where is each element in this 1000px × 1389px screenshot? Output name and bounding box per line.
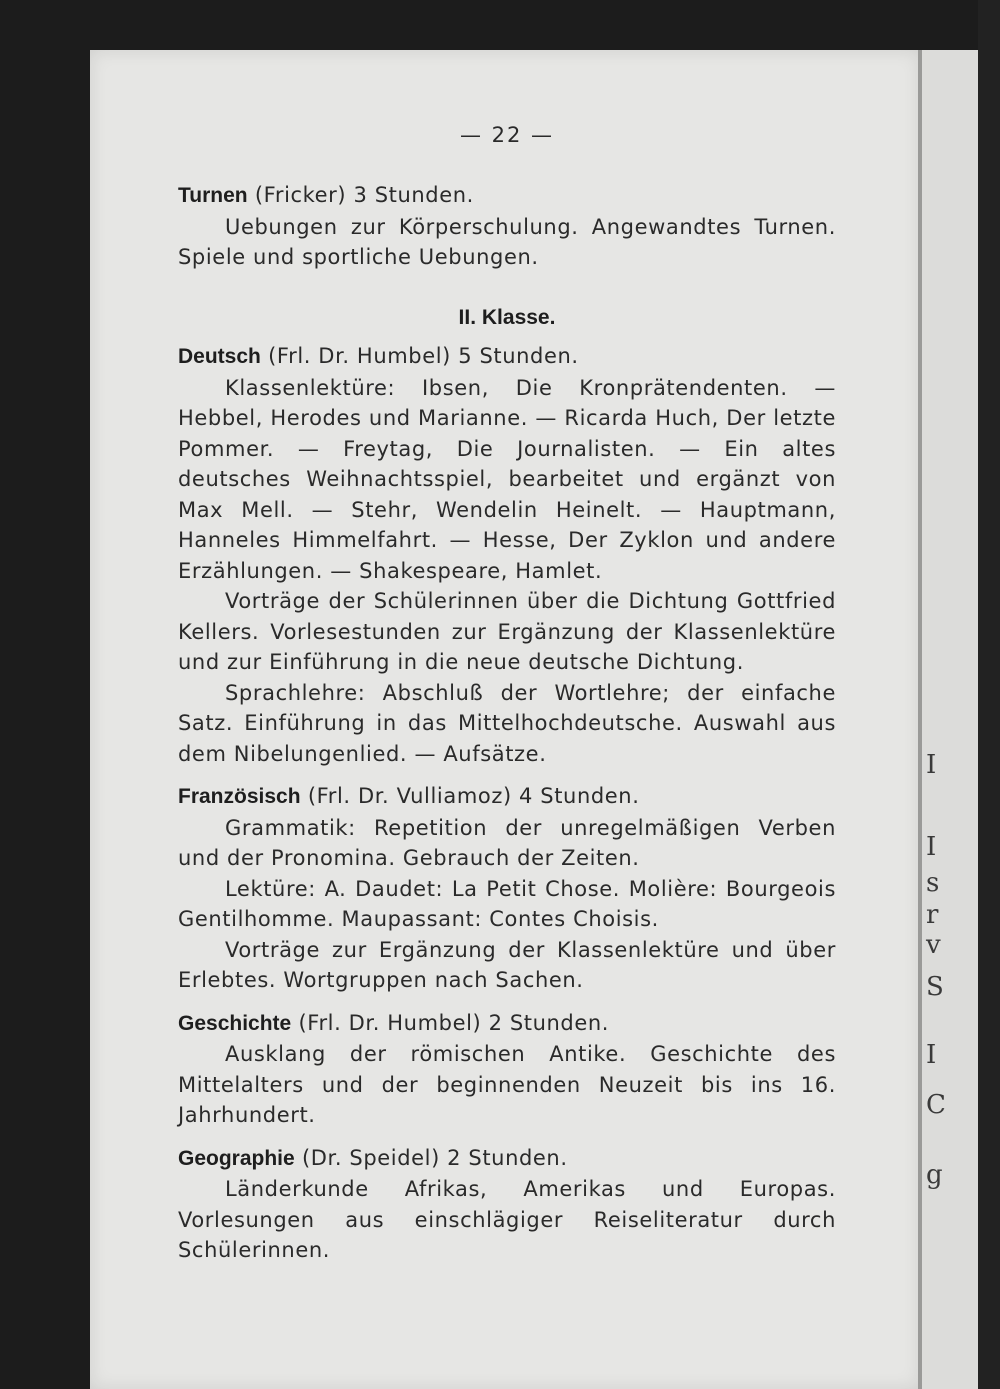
subject-section-deutsch [178, 341, 836, 769]
subject-section-turnen [178, 180, 836, 273]
subject-name: Deutsch [178, 345, 261, 368]
paragraph: Länderkunde Afrikas, Amerikas und Europas. Vorlesungen aus einschlägiger Reiseliteratur durch Schülerinnen. [178, 1177, 836, 1262]
page-content [178, 120, 836, 1266]
subject-name: Geschichte [178, 1011, 292, 1035]
paragraph: Uebungen zur Körperschulung. Angewandtes Turnen. Spiele und sportliche Uebungen. [178, 214, 836, 269]
subject-name: Geographie [178, 1146, 295, 1170]
subject-section-geographie [178, 1143, 836, 1266]
facing-page-glyph: v [926, 930, 941, 960]
subject-header [178, 781, 836, 813]
subject-header [178, 1143, 836, 1175]
paragraph: Lektüre: A. Daudet: La Petit Chose. Molière: Bourgeois Gentilhomme. Maupassant: Contes Choisis. [178, 876, 836, 931]
facing-page-glyph: I [926, 750, 937, 780]
subject-details: (Dr. Speidel) 2 Stunden. [294, 1145, 568, 1170]
subject-section-franzoesisch [178, 781, 836, 996]
subject-section-geschichte [178, 1008, 836, 1131]
paragraph: Klassenlektüre: Ibsen, Die Kronprätendenten. — Hebbel, Herodes und Marianne. — Ricarda Huch, Der letzte Pommer. — Freytag, Die Journalisten. — Ein altes deutsches Weihnachtsspiel, bearbeitet und ergänzt von Max Mell. — Stehr, Wendelin Heinelt. — Hauptmann, Hanneles Himmelfahrt. — Hesse, Der Zyklon und andere Erzählungen. — Shakespeare, Hamlet. [178, 375, 836, 583]
paragraph: Grammatik: Repetition der unregelmäßigen Verben und der Pronomina. Gebrauch der Zeiten. [178, 815, 836, 870]
facing-page-glyph: I [926, 832, 937, 862]
subject-details: (Frl. Dr. Humbel) 5 Stunden. [260, 344, 579, 368]
subject-details: (Frl. Dr. Humbel) 2 Stunden. [291, 1010, 610, 1035]
facing-page-glyph: S [926, 972, 944, 1002]
page-number: — 22 — [459, 123, 555, 147]
subject-header [178, 341, 836, 373]
facing-page-glyph: g [926, 1160, 943, 1190]
subject-details: (Frl. Dr. Vulliamoz) 4 Stunden. [300, 784, 640, 808]
scan-right-border [978, 0, 1000, 1389]
facing-page-edge [922, 50, 978, 1389]
subject-name: Französisch [178, 785, 301, 808]
subject-name: Turnen [178, 184, 248, 207]
paragraph: Ausklang der römischen Antike. Geschichte des Mittelalters und der beginnenden Neuzeit bis ins 16. Jahrhundert. [178, 1042, 836, 1127]
facing-page-glyph: I [926, 1040, 937, 1070]
class-heading: II. Klasse. [458, 305, 556, 329]
facing-page-glyph: r [926, 900, 939, 930]
paragraph: Sprachlehre: Abschluß der Wortlehre; der einfache Satz. Einführung in das Mittelhochdeutsche. Auswahl aus dem Nibelungenlied. — Aufsätze. [178, 680, 836, 766]
facing-page-glyph: s [926, 868, 940, 898]
subject-details: (Fricker) 3 Stunden. [247, 183, 474, 207]
subject-header [178, 180, 836, 212]
paragraph: Vorträge der Schülerinnen über die Dichtung Gottfried Kellers. Vorlesestunden zur Ergänzung der Klassenlektüre und zur Einführung in die neue deutsche Dichtung. [178, 589, 836, 674]
paragraph: Vorträge zur Ergänzung der Klassenlektüre und über Erlebtes. Wortgruppen nach Sachen. [178, 937, 836, 992]
subject-header [178, 1008, 836, 1040]
facing-page-glyph: C [926, 1090, 946, 1120]
